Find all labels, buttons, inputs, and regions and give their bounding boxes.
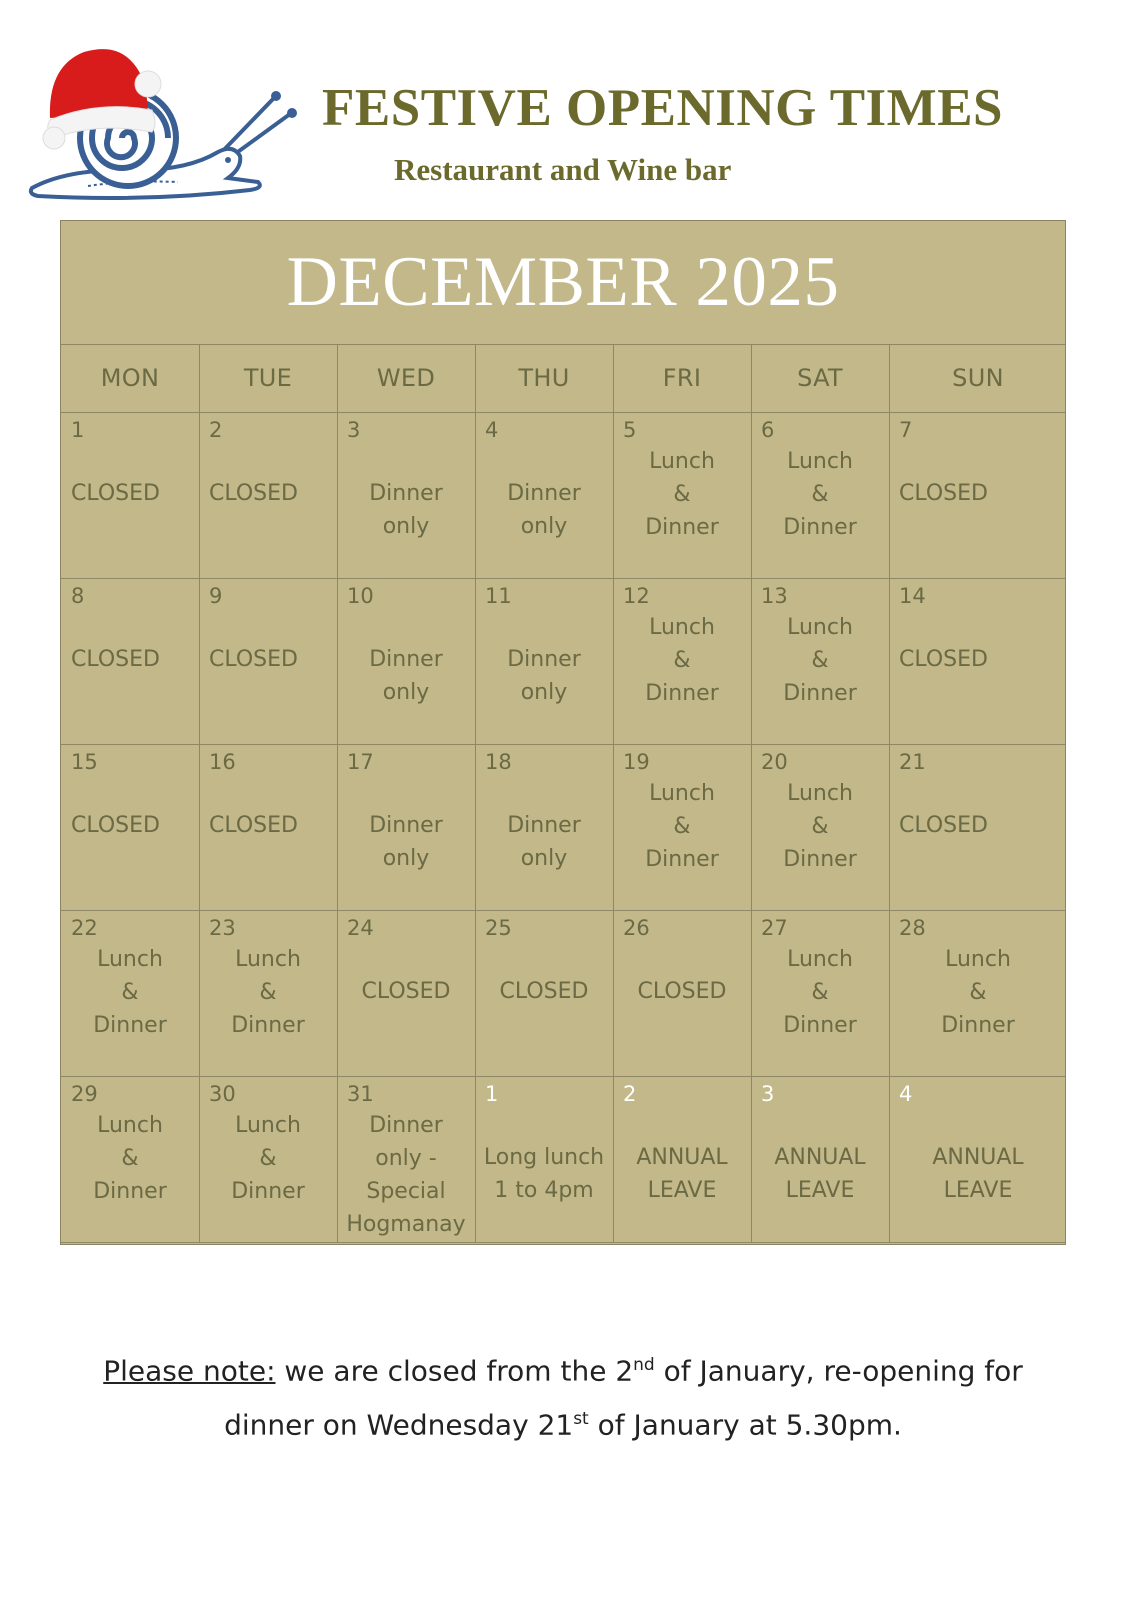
note-text: of January at 5.30pm.	[588, 1408, 902, 1442]
calendar-day-cell	[475, 744, 613, 910]
opening-status-text: Dinner	[369, 1113, 443, 1138]
calendar-day-cell	[751, 910, 889, 1076]
opening-status-text: ANNUAL	[774, 1145, 866, 1170]
calendar-day-cell	[199, 412, 337, 578]
note-label: Please note:	[103, 1354, 276, 1388]
opening-status-text: Dinner	[645, 681, 719, 706]
opening-status-text: Dinner	[369, 813, 443, 838]
opening-status-text: Lunch	[649, 781, 715, 806]
opening-status-text: Dinner	[369, 647, 443, 672]
note-superscript: st	[573, 1409, 589, 1430]
opening-status-text: &	[811, 814, 829, 839]
day-number: 9	[209, 584, 223, 608]
calendar-day-cell	[199, 744, 337, 910]
day-number: 12	[623, 584, 650, 608]
opening-status-text: ANNUAL	[636, 1145, 728, 1170]
opening-status-text: Lunch	[649, 449, 715, 474]
opening-status-text: &	[673, 482, 691, 507]
calendar-day-cell	[61, 412, 199, 578]
day-number: 25	[485, 916, 512, 940]
opening-status-text: CLOSED	[361, 979, 451, 1004]
opening-status-text: &	[811, 648, 829, 673]
weekday-header: MON	[100, 364, 160, 392]
opening-status-text: LEAVE	[647, 1178, 717, 1203]
page-title: FESTIVE OPENING TIMES	[322, 79, 1004, 137]
calendar-day-cell	[199, 910, 337, 1076]
day-number: 3	[761, 1082, 775, 1106]
day-number: 21	[899, 750, 926, 774]
note-text: we are closed from the 2	[275, 1354, 634, 1388]
calendar-month-title: DECEMBER 2025	[286, 243, 840, 321]
opening-status-text: only	[382, 680, 430, 705]
calendar-day-cell	[751, 744, 889, 910]
opening-status-text: Lunch	[235, 1113, 301, 1138]
calendar-day-cell	[889, 412, 1067, 578]
calendar-day-cell	[337, 744, 475, 910]
calendar-day-cell	[613, 578, 751, 744]
calendar-grid	[61, 344, 1065, 1245]
opening-status-text: &	[969, 980, 987, 1005]
day-number: 28	[899, 916, 926, 940]
opening-status-text: Dinner	[783, 681, 857, 706]
opening-status-text: Lunch	[97, 1113, 163, 1138]
calendar-day-cell	[61, 578, 199, 744]
opening-status-text: Special	[366, 1179, 446, 1204]
opening-status-text: Long lunch	[483, 1145, 605, 1170]
calendar-day-cell	[199, 578, 337, 744]
opening-status-text: &	[121, 1146, 139, 1171]
opening-status-text: Hogmanay	[346, 1212, 466, 1237]
opening-status-text: Lunch	[235, 947, 301, 972]
calendar-day-cell	[337, 1076, 475, 1242]
day-number: 19	[623, 750, 650, 774]
calendar-day-cell	[613, 1076, 751, 1242]
day-number: 14	[899, 584, 926, 608]
calendar-day-cell	[337, 578, 475, 744]
opening-status-text: CLOSED	[899, 813, 988, 838]
opening-status-text: CLOSED	[71, 481, 160, 506]
opening-status-text: Dinner	[507, 647, 581, 672]
opening-status-text: Dinner	[231, 1013, 305, 1038]
day-number: 5	[623, 418, 637, 442]
opening-status-text: CLOSED	[209, 813, 298, 838]
opening-status-text: CLOSED	[899, 481, 988, 506]
day-number: 29	[71, 1082, 98, 1106]
opening-status-text: Dinner	[783, 847, 857, 872]
weekday-header: THU	[518, 364, 570, 392]
day-number: 8	[71, 584, 85, 608]
day-number: 18	[485, 750, 512, 774]
calendar-day-cell	[751, 578, 889, 744]
day-number: 10	[347, 584, 374, 608]
opening-status-text: &	[673, 814, 691, 839]
day-number: 4	[485, 418, 499, 442]
calendar-day-cell	[889, 1076, 1067, 1242]
opening-status-text: ANNUAL	[932, 1145, 1024, 1170]
opening-status-text: only	[520, 846, 568, 871]
day-number: 31	[347, 1082, 374, 1106]
calendar-day-cell	[337, 910, 475, 1076]
calendar-day-cell	[475, 578, 613, 744]
opening-status-text: &	[121, 980, 139, 1005]
calendar-day-cell	[751, 1076, 889, 1242]
day-number: 2	[209, 418, 223, 442]
opening-status-text: LEAVE	[943, 1178, 1013, 1203]
note-text: of January, re-opening for	[654, 1354, 1023, 1388]
day-number: 30	[209, 1082, 236, 1106]
opening-status-text: CLOSED	[499, 979, 589, 1004]
weekday-header: FRI	[662, 364, 702, 392]
calendar-day-cell	[613, 412, 751, 578]
opening-status-text: Lunch	[649, 615, 715, 640]
closure-note-line-1	[0, 1341, 1126, 1395]
opening-status-text: Lunch	[787, 615, 853, 640]
calendar-day-cell	[613, 744, 751, 910]
calendar-day-cell	[613, 910, 751, 1076]
opening-status-text: Dinner	[941, 1013, 1015, 1038]
opening-status-text: Dinner	[93, 1013, 167, 1038]
calendar	[60, 220, 1066, 1245]
opening-status-text: CLOSED	[637, 979, 727, 1004]
day-number: 1	[71, 418, 85, 442]
opening-status-text: Dinner	[231, 1179, 305, 1204]
opening-status-text: CLOSED	[209, 481, 298, 506]
calendar-day-cell	[889, 910, 1067, 1076]
calendar-day-cell	[337, 412, 475, 578]
day-number: 7	[899, 418, 913, 442]
note-superscript: nd	[633, 1355, 655, 1375]
day-number: 6	[761, 418, 775, 442]
calendar-day-cell	[889, 578, 1067, 744]
weekday-header: SAT	[797, 364, 843, 392]
calendar-day-cell	[61, 744, 199, 910]
day-number: 26	[623, 916, 650, 940]
calendar-day-cell	[751, 412, 889, 578]
opening-status-text: &	[259, 1146, 277, 1171]
calendar-day-cell	[61, 910, 199, 1076]
day-number: 15	[71, 750, 98, 774]
weekday-header: WED	[376, 364, 436, 392]
calendar-day-cell	[889, 744, 1067, 910]
weekday-header: TUE	[243, 364, 293, 392]
opening-status-text: only	[520, 514, 568, 539]
day-number: 20	[761, 750, 788, 774]
calendar-day-cell	[475, 1076, 613, 1242]
grid-divider	[61, 1242, 1065, 1243]
opening-status-text: CLOSED	[71, 647, 160, 672]
opening-status-text: LEAVE	[785, 1178, 855, 1203]
opening-status-text: Lunch	[945, 947, 1011, 972]
opening-status-text: Dinner	[507, 813, 581, 838]
opening-status-text: Dinner	[93, 1179, 167, 1204]
calendar-day-cell	[199, 1076, 337, 1242]
day-number: 24	[347, 916, 374, 940]
day-number: 11	[485, 584, 512, 608]
opening-status-text: Dinner	[783, 515, 857, 540]
opening-status-text: Dinner	[783, 1013, 857, 1038]
opening-status-text: Dinner	[369, 481, 443, 506]
opening-status-text: &	[811, 980, 829, 1005]
opening-status-text: Dinner	[645, 515, 719, 540]
opening-status-text: 1 to 4pm	[494, 1178, 594, 1203]
opening-status-text: CLOSED	[209, 647, 298, 672]
opening-status-text: Dinner	[507, 481, 581, 506]
day-number: 2	[623, 1082, 637, 1106]
day-number: 3	[347, 418, 361, 442]
day-number: 1	[485, 1082, 499, 1106]
day-number: 13	[761, 584, 788, 608]
weekday-header: SUN	[952, 364, 1004, 392]
opening-status-text: CLOSED	[71, 813, 160, 838]
opening-status-text: Dinner	[645, 847, 719, 872]
closure-note-line-2	[0, 1395, 1126, 1449]
closure-note	[0, 1341, 1126, 1450]
calendar-day-cell	[61, 1076, 199, 1242]
opening-status-text: &	[673, 648, 691, 673]
day-number: 23	[209, 916, 236, 940]
calendar-day-cell	[475, 412, 613, 578]
snail-with-santa-hat-icon	[28, 40, 313, 210]
day-number: 4	[899, 1082, 913, 1106]
day-number: 27	[761, 916, 788, 940]
opening-status-text: only	[382, 846, 430, 871]
day-number: 22	[71, 916, 98, 940]
opening-status-text: &	[259, 980, 277, 1005]
opening-status-text: Lunch	[787, 947, 853, 972]
day-number: 16	[209, 750, 236, 774]
note-text: dinner on Wednesday 21	[224, 1408, 574, 1442]
opening-status-text: only	[382, 514, 430, 539]
opening-status-text: &	[811, 482, 829, 507]
opening-status-text: Lunch	[787, 781, 853, 806]
calendar-day-cell	[475, 910, 613, 1076]
opening-status-text: only -	[375, 1146, 437, 1171]
page-subtitle: Restaurant and Wine bar	[394, 152, 732, 187]
opening-status-text: only	[520, 680, 568, 705]
day-number: 17	[347, 750, 374, 774]
opening-status-text: Lunch	[787, 449, 853, 474]
opening-status-text: Lunch	[97, 947, 163, 972]
opening-status-text: CLOSED	[899, 647, 988, 672]
